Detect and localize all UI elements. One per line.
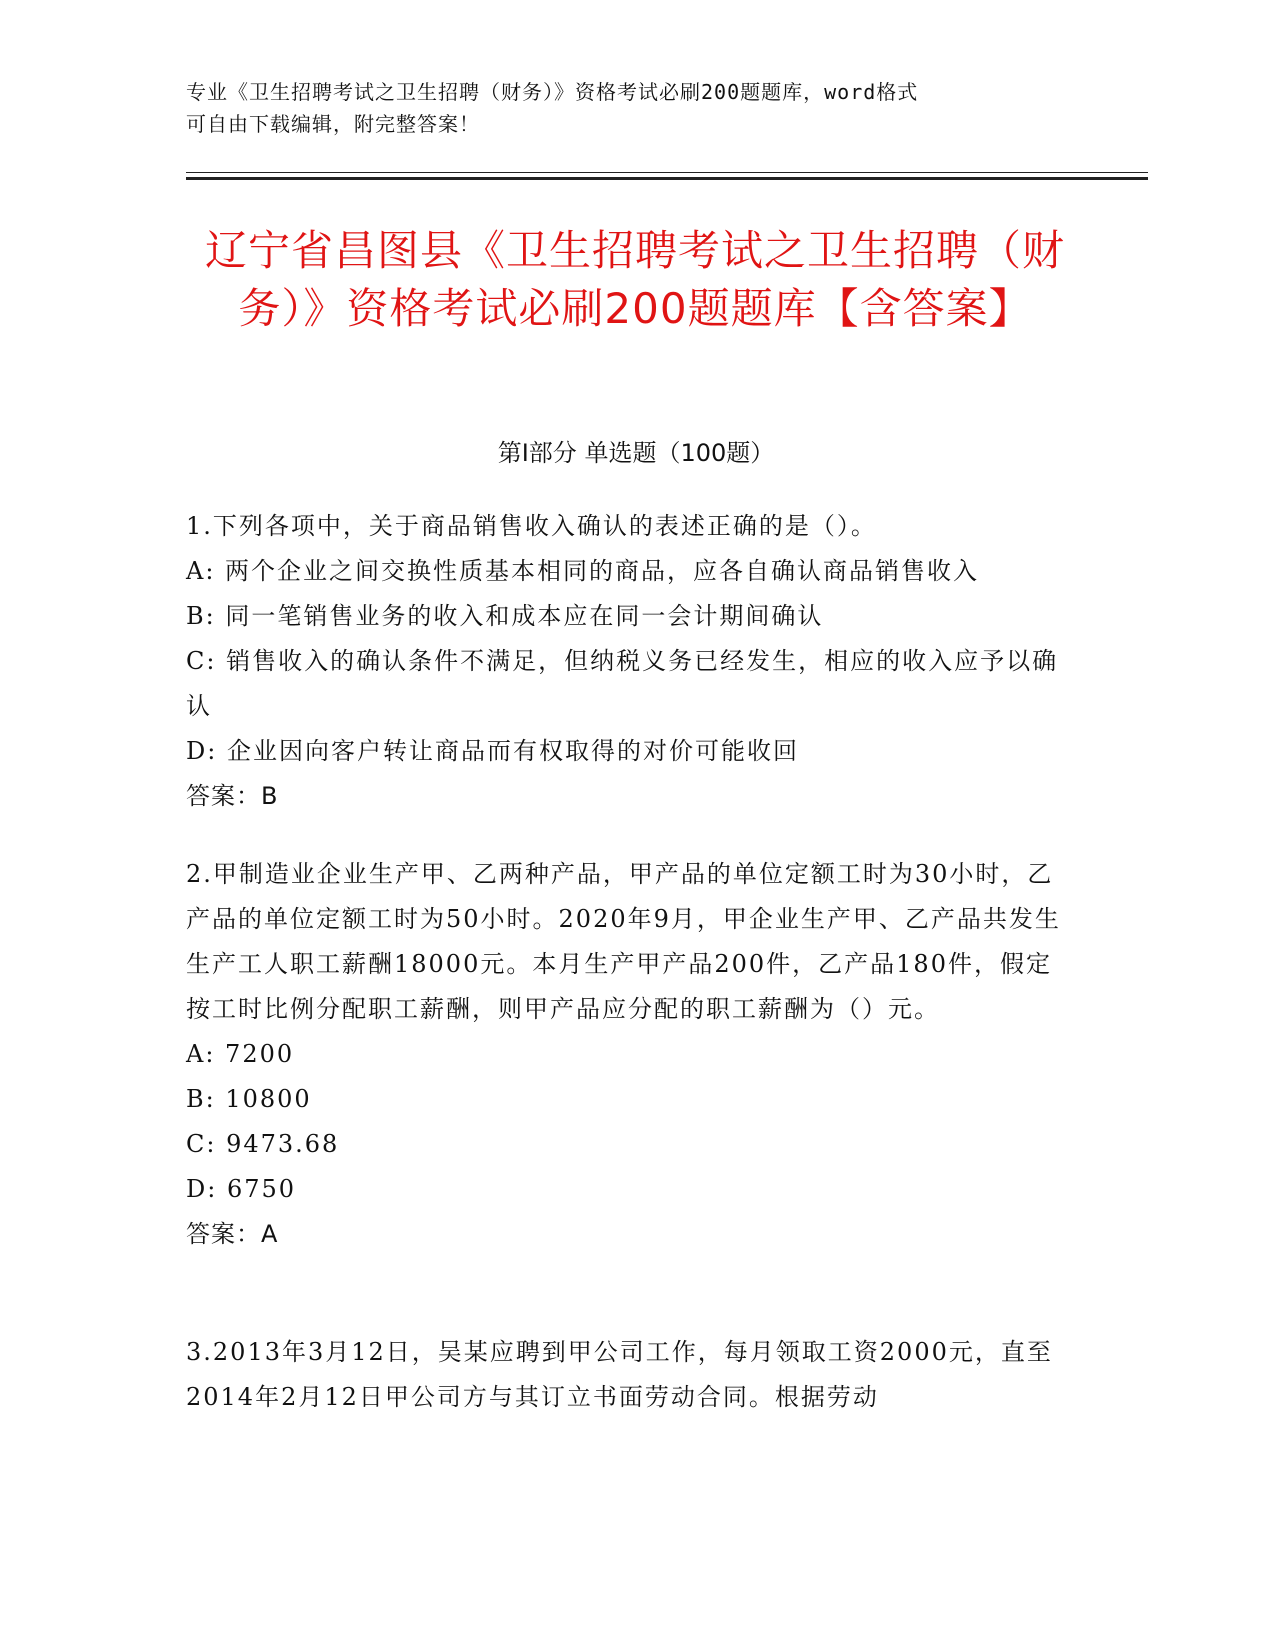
question-stem: 1.下列各项中，关于商品销售收入确认的表述正确的是（）。	[186, 512, 877, 540]
question-stem: 3.2013年3月12日，吴某应聘到甲公司工作，每月领取工资2000元，直至2014年2月12日甲公司方与其订立书面劳动合同。根据劳动	[186, 1338, 1053, 1411]
section-heading: 第I部分 单选题（100题）	[497, 439, 775, 467]
option-d: D: 企业因向客户转让商品而有权取得的对价可能收回	[186, 737, 799, 765]
question-3	[186, 1330, 1066, 1420]
question-2	[186, 852, 1066, 1257]
header-line-1: 专业《卫生招聘考试之卫生招聘（财务）》资格考试必刷200题题库，word格式	[186, 80, 919, 104]
question-stem: 2.甲制造业企业生产甲、乙两种产品，甲产品的单位定额工时为30小时，乙产品的单位定额工时为50小时。2020年9月，甲企业生产甲、乙产品共发生生产工人职工薪酬18000元。本月生产甲产品200件，乙产品180件，假定按工时比例分配职工薪酬，则甲产品应分配的职工薪酬为（）元。	[186, 860, 1061, 1023]
header-divider-thick	[186, 177, 1148, 180]
header-line-2: 可自由下载编辑，附完整答案！	[186, 112, 480, 136]
option-c: C: 销售收入的确认条件不满足，但纳税义务已经发生，相应的收入应予以确认	[186, 647, 1059, 720]
document-title: 辽宁省昌图县《卫生招聘考试之卫生招聘（财务）》资格考试必刷200题题库【含答案】	[204, 226, 1065, 333]
answer: 答案：A	[186, 1220, 279, 1248]
option-d: D: 6750	[186, 1175, 297, 1203]
option-a: A: 两个企业之间交换性质基本相同的商品，应各自确认商品销售收入	[186, 557, 980, 585]
question-1	[186, 504, 1066, 819]
option-a: A: 7200	[186, 1040, 295, 1068]
answer: 答案：B	[186, 782, 279, 810]
document-header	[186, 76, 1066, 140]
option-b: B: 同一笔销售业务的收入和成本应在同一会计期间确认	[186, 602, 824, 630]
option-b: B: 10800	[186, 1085, 312, 1113]
option-c: C: 9473.68	[186, 1130, 340, 1158]
header-divider-thin	[186, 172, 1148, 173]
